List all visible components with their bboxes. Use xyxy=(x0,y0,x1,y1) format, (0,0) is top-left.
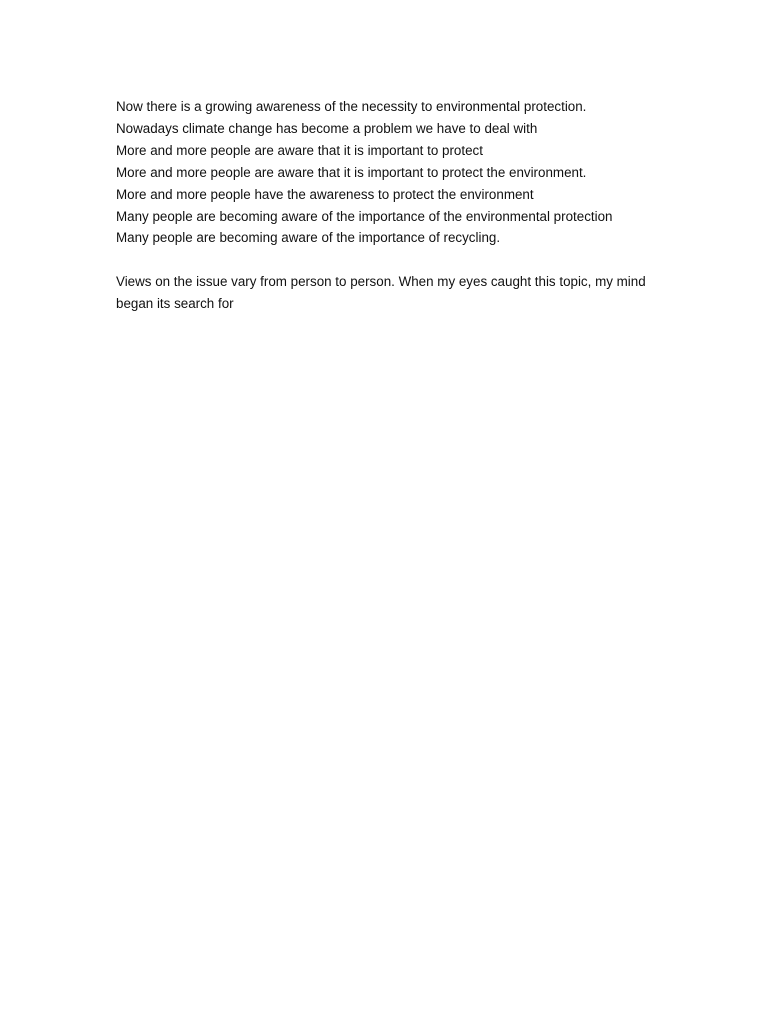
text-line: Now there is a growing awareness of the necessity to environmental protection. xyxy=(116,99,587,114)
document-body[interactable] xyxy=(116,96,676,315)
paragraph-spacer xyxy=(116,249,676,271)
text-line: Many people are becoming aware of the importance of recycling. xyxy=(116,230,501,246)
text-line: More and more people are aware that it is important to protect the environment. xyxy=(116,164,587,180)
text-line: Nowadays climate change has become a problem we have to deal with xyxy=(116,120,538,136)
body-paragraph: Views on the issue vary from person to person. When my eyes caught this topic, my mind began its search for xyxy=(116,274,646,312)
text-line: Many people are becoming aware of the importance of the environmental protection xyxy=(116,208,613,224)
text-line: More and more people are aware that it is important to protect xyxy=(116,142,483,158)
text-line: More and more people have the awareness to protect the environment xyxy=(116,186,534,202)
